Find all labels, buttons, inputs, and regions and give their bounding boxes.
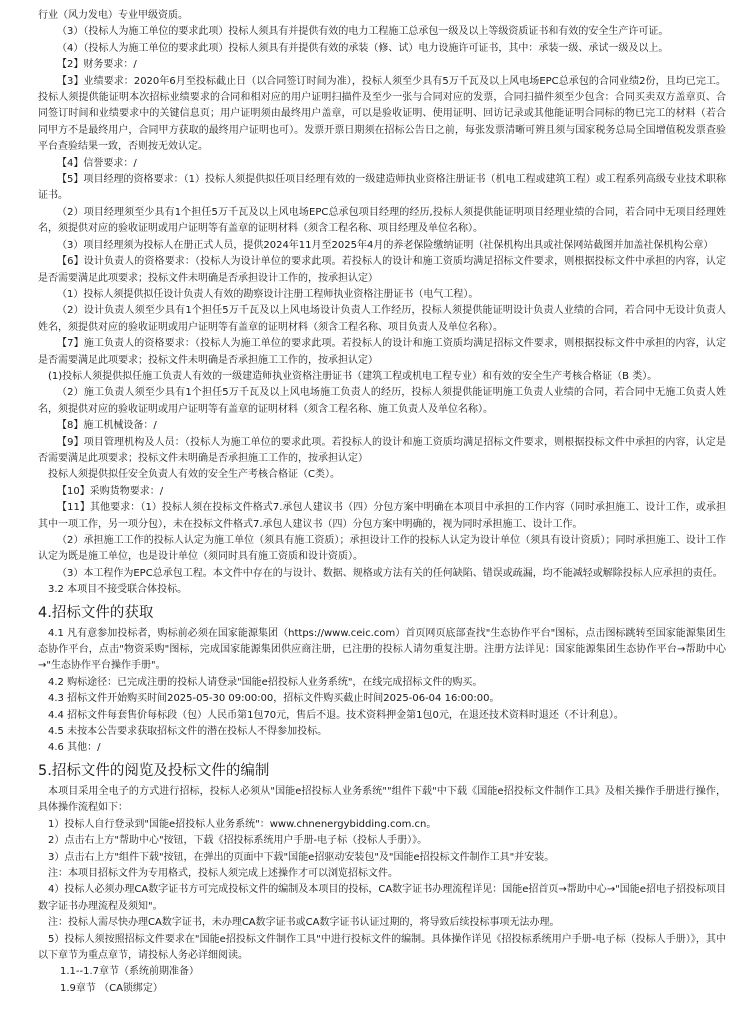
performance-requirement: 【3】业绩要求：2020年6月至投标截止日（以合同签订时间为准），投标人须至少具有5万千瓦及以上风电场EPC总承包的合同业绩2份，且均已完工。投标人须提供能证明本次招标业绩要求的合同和相对应的用户证明扫描件及至少一张与合同对应的发票，合同扫描件须至少包含：合同买卖双方盖章页、合同签订时间和业绩要求中的关键信息页；用户证明须由最终用户盖章，可以是验收证明、使用证明、回访记录或其他能证明合同标的物已完工的材料（若合同甲方不是最终用户，合同甲方获取的最终用户证明也可）。发票开票日期须在招标公告日之前，每张发票清晰可辨且须与国家税务总局全国增值税发票查验平台查验结果一致，否则按无效认定。 — [38, 75, 726, 153]
requirement-paragraph: 投标人须提供拟任安全负责人有效的安全生产考核合格证（C类）。 — [48, 469, 340, 481]
chapter-item: 1.9章节 （CA锁绑定） — [60, 982, 163, 994]
requirement-paragraph: (1)投标人须提供拟任施工负责人有效的一级建造师执业资格注册证书（建筑工程或机电工程专业）和有效的安全生产考核合格证（B 类）。 — [48, 370, 658, 382]
section5-step: 3）点击右上方"组件下载"按钮，在弹出的页面中下载"国能e招驱动安装包"及"国能e招投标文件制作工具"并安装。 — [48, 851, 555, 863]
project-manager-requirement: 【5】项目经理的资格要求：（1）投标人须提供拟任项目经理有效的一级建造师执业资格注册证书（机电工程或建筑工程）或工程系列高级专业技术职称证书。 — [38, 174, 726, 202]
requirement-paragraph: （3）（投标人为施工单位的要求此项）投标人须具有并提供有效的电力工程施工总承包一级及以上等级资质证书和有效的安全生产许可证。 — [57, 26, 669, 38]
other-requirement: 【11】其他要求：（1）投标人须在投标文件格式7.承包人建议书（四）分包方案中明确在本项目中承担的工作内容（同时承担施工、设计工作，或承担其中一项工作，另一项分包），未在投标文件格式7.承包人建议书（四）分包方案中明确的，视为同时承担施工、设计工作。 — [38, 502, 726, 530]
section5-note: 注：本项目招标文件为专用格式，投标人须完成上述操作才可以浏览招标文件。 — [48, 867, 398, 879]
construction-lead-requirement: 【7】施工负责人的资格要求：（投标人为施工单位的要求此项。若投标人的设计和施工资质均满足招标文件要求，则根据投标文件中承担的内容，认定是否需要满足此项要求；投标文件未明确是否承担施工工作的，按承担认定） — [38, 338, 726, 366]
section4-item: 4.3 招标文件开始购买时间2025-05-30 09:00:00，招标文件购买截止时间2025-06-04 16:00:00。 — [48, 693, 500, 705]
section5-step: 2）点击右上方"帮助中心"按钮，下载《招投标系统用户手册-电子标（投标人手册）》。 — [48, 835, 428, 847]
credit-requirement: 【4】信誉要求：/ — [57, 157, 137, 169]
financial-requirement: 【2】财务要求：/ — [57, 59, 137, 71]
requirement-paragraph: （2）项目经理须至少具有1个担任5万千瓦及以上风电场EPC总承包项目经理的经历,投标人须提供能证明项目经理业绩的合同，若合同中无项目经理姓名，须提供对应的验收证明或用户证明等有盖章的证明材料（须含工程名称、项目经理及单位名称）。 — [38, 206, 726, 235]
management-requirement: 【9】项目管理机构及人员：（投标人为施工单位的要求此项。若投标人的设计和施工资质均满足招标文件要求，则根据投标文件中承担的内容，认定是否需要满足此项要求；投标文件未明确是否承担施工工作的，按承担认定） — [38, 436, 726, 464]
goods-requirement: 【10】采购货物要求：/ — [57, 485, 164, 497]
equipment-requirement: 【8】施工机械设备：/ — [57, 420, 157, 432]
section4-item: 4.1 凡有意参加投标者，购标前必须在国家能源集团（https://www.ceic.com）首页网页底部查找"生态协作平台"图标，点击图标跳转至国家能源集团生态协作平台，点击"物资采购"图标，完成国家能源集团供应商注册，已注册的投标人请勿重复注册。注册方法详见：国家能源集团生态协作平台→帮助中心→"生态协作平台操作手册"。 — [38, 627, 726, 672]
section5-note: 注：投标人需尽快办理CA数字证书，未办理CA数字证书或CA数字证书认证过期的，将导致后续投标事项无法办理。 — [48, 917, 560, 929]
requirement-paragraph: （1）投标人须提供拟任设计负责人有效的勘察设计注册工程师执业资格注册证书（电气工程）。 — [57, 288, 479, 300]
section4-item: 4.4 招标文件每套售价每标段（包）人民币第1包70元，售后不退。技术资料押金第1包0元，在退还技术资料时退还（不计利息）。 — [48, 709, 624, 721]
qualification-text: 行业（风力发电）专业甲级资质。 — [38, 10, 188, 21]
section-heading: 5.招标文件的阅览及投标文件的编制 — [38, 762, 270, 779]
requirement-paragraph: （3）本工程作为EPC总承包工程。本文件中存在的与设计、数据、规格或方法有关的任何缺陷、错误或疏漏，均不能减轻或解除投标人应承担的责任。 — [57, 567, 723, 579]
consortium-note: 3.2 本项目不接受联合体投标。 — [48, 584, 188, 596]
requirement-paragraph: （2）设计负责人须至少具有1个担任5万千瓦及以上风电场设计负责人工作经历，投标人须提供能证明设计负责人业绩的合同，若合同中无设计负责人姓名，须提供对应的验收证明或用户证明等有盖章的证明材料（须含工程名称、项目负责人及单位名称）。 — [38, 305, 726, 333]
section4-item: 4.6 其他：/ — [48, 742, 101, 754]
section5-step: 5）投标人须按照招标文件要求在"国能e招投标文件制作工具"中进行投标文件的编制。具体操作详见《招投标系统用户手册-电子标（投标人手册）》，其中以下章节为重点章节，请投标人务必详细阅读。 — [38, 933, 726, 961]
section-heading: 4.招标文件的获取 — [38, 604, 154, 621]
design-lead-requirement: 【6】设计负责人的资格要求：（投标人为设计单位的要求此项。若投标人的设计和施工资质均满足招标文件要求，则根据投标文件中承担的内容，认定是否需要满足此项要求；投标文件未明确是否承担设计工作的，按承担认定） — [38, 256, 726, 284]
section4-item: 4.5 未按本公告要求获取招标文件的潜在投标人不得参加投标。 — [48, 726, 328, 738]
requirement-paragraph: （2）承担施工工作的投标人认定为施工单位（须具有施工资质）；承担设计工作的投标人认定为设计单位（须具有设计资质）；同时承担施工、设计工作认定为既是施工单位，也是设计单位（须同时具有施工资质和设计资质）。 — [38, 535, 726, 563]
requirement-paragraph: （4）（投标人为施工单位的要求此项）投标人须具有并提供有效的承装（修、试）电力设施许可证书，其中：承装一级、承试一级及以上。 — [57, 42, 669, 54]
chapter-item: 1.1--1.7章节（系统前期准备） — [60, 966, 200, 978]
requirement-paragraph: （2）施工负责人须至少具有1个担任5万千瓦及以上风电场施工负责人的经历，投标人须提供能证明施工负责人业绩的合同，若合同中无施工负责人姓名，须提供对应的验收证明或用户证明等有盖章的证明材料（须含工程名称、施工负责人及单位名称）。 — [38, 387, 726, 415]
section5-step: 4）投标人必须办理CA数字证书方可完成投标文件的编制及本项目的投标，CA数字证书办理流程详见：国能e招首页→帮助中心→"国能e招电子招投标项目数字证书办理流程及须知"。 — [38, 884, 726, 912]
section4-item: 4.2 购标途径：已完成注册的投标人请登录"国能e招投标人业务系统"，在线完成招标文件的购买。 — [48, 676, 483, 688]
section5-intro: 本项目采用全电子的方式进行招标，投标人必须从"国能e招投标人业务系统""组件下载"中下载《国能e招投标文件制作工具》及相关操作手册进行操作，具体操作流程如下： — [38, 785, 726, 814]
section5-step: 1）投标人自行登录到"国能e招投标人业务系统"：www.chnenergybidding.com.cn。 — [48, 818, 437, 830]
requirement-paragraph: （3）项目经理须为投标人在册正式人员，提供2024年11月至2025年4月的养老保险缴纳证明（社保机构出具或社保网站截图并加盖社保机构公章） — [57, 239, 714, 251]
